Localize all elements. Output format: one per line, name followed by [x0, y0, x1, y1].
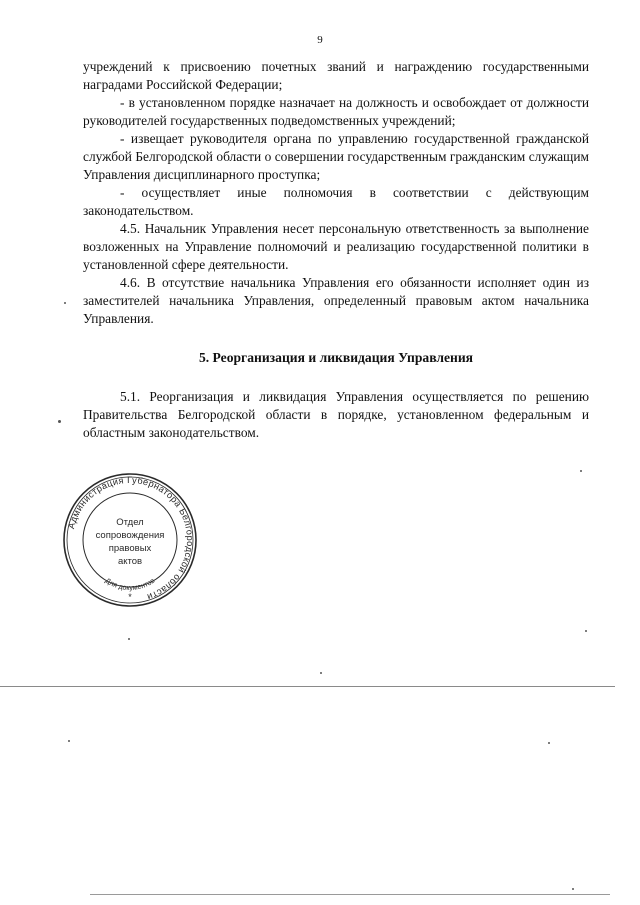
scan-rule-bottom: [90, 894, 610, 895]
scan-speck: [548, 742, 550, 744]
scan-speck: [580, 470, 582, 472]
scan-speck: [320, 672, 322, 674]
scan-speck: [585, 630, 587, 632]
paragraph-4: - осуществляет иные полномочия в соответствии с действующим законодательством.: [83, 185, 589, 218]
stamp-center-line-1: Отдел: [116, 517, 144, 528]
scan-speck: [572, 888, 574, 890]
section-heading: 5. Реорганизация и ликвидация Управления: [198, 350, 474, 365]
stamp-center-line-2: сопровождения: [95, 530, 165, 541]
scan-speck: [128, 638, 130, 640]
paragraph-3: - извещает руководителя органа по управлению государственной гражданской службой Белгородской области о совершении государственным гражданским служащим Управления дисциплинарного проступка;: [83, 131, 589, 182]
paragraph-1: учреждений к присвоению почетных званий и награждению государственными наградами Российской Федерации;: [83, 59, 589, 92]
stamp-inner-text: Для документов: [103, 575, 157, 593]
scan-speck: [64, 302, 66, 304]
stamp-outer-text: Администрация Губернатора Белгородской области: [66, 474, 196, 603]
page-number: 9: [317, 34, 323, 46]
document-body: [83, 58, 589, 442]
official-stamp: [60, 470, 200, 610]
stamp-center-line-4: актов: [117, 556, 143, 567]
paragraph-2: - в установленном порядке назначает на должность и освобождает от должности руководителей государственных подведомственных учреждений;: [83, 95, 589, 128]
scan-speck: [68, 740, 70, 742]
scan-rule-top: [0, 686, 615, 687]
stamp-center-line-3: правовых: [108, 543, 152, 554]
stamp-star-icon: *: [128, 592, 132, 602]
scan-speck: [58, 420, 61, 423]
paragraph-4-5: 4.5. Начальник Управления несет персональную ответственность за выполнение возложенных на Управление полномочий и реализацию государственной политики в установленной сфере деятельности.: [83, 221, 589, 272]
paragraph-4-6: 4.6. В отсутствие начальника Управления его обязанности исполняет один из заместителей начальника Управления, определенный правовым актом начальника Управления.: [83, 275, 589, 326]
paragraph-5-1: 5.1. Реорганизация и ликвидация Управления осуществляется по решению Правительства Белгородской области в порядке, установленном федеральным и областным законодательством.: [83, 389, 589, 440]
